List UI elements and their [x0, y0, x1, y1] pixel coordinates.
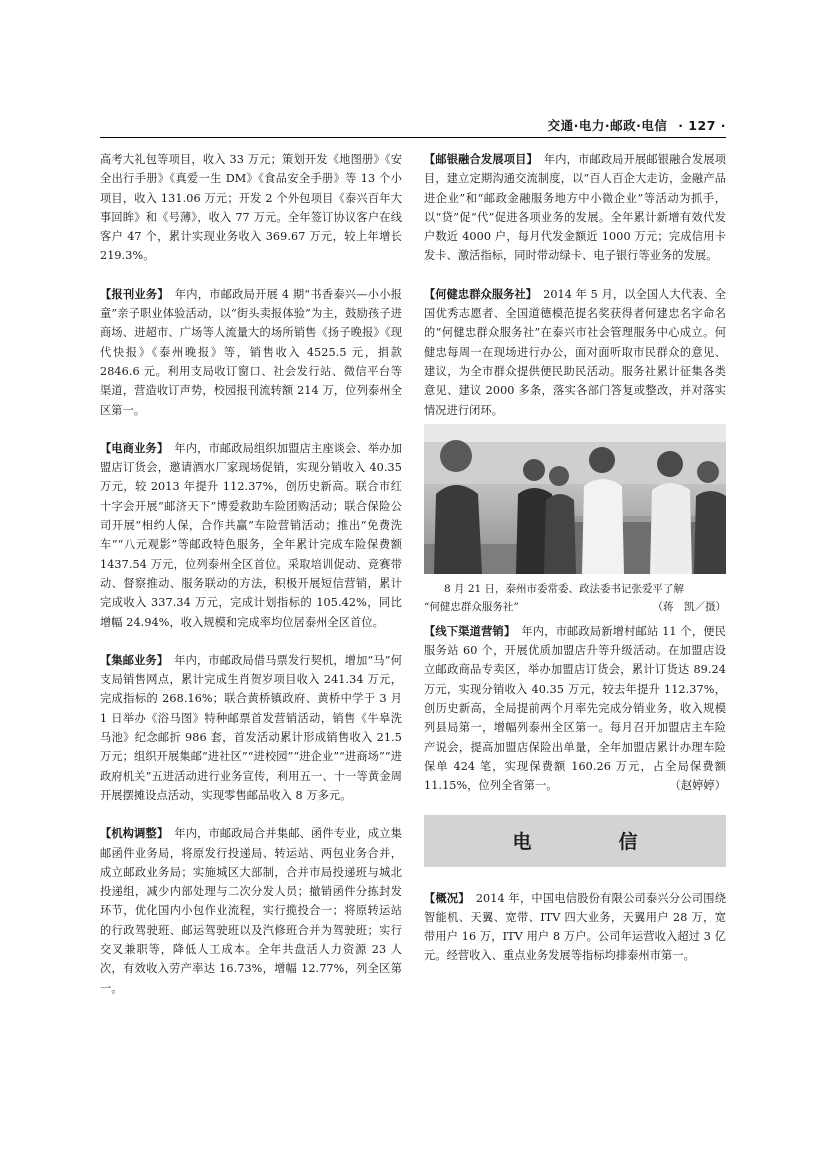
news-photo-illustration	[424, 424, 726, 574]
paragraph-offline-channel	[424, 622, 726, 796]
paragraph-service-society	[424, 285, 726, 420]
left-column	[100, 150, 402, 1017]
paragraph-label: 【何健忠群众服务社】	[424, 287, 538, 301]
paragraph-philately-business	[100, 651, 402, 805]
news-photo	[424, 424, 726, 574]
paragraph-ecommerce-business	[100, 439, 402, 632]
header-section: 交通·电力·邮政·电信	[547, 118, 668, 133]
caption-line: 8 月 21 日，泰州市委常委、政法委书记张爱平了解	[444, 582, 685, 595]
paragraph-text: 年内，市邮政局新增村邮站 11 个，便民服务站 60 个，开展优质加盟店升等升级活动。在加盟店设立邮政商品专卖区，举办加盟店订货会，累计订货达 89.24 万元，实现分销收入 40.35 万元，较去年提升 112.37%，创历史新高，全局提前两个月率先完成分销业务，收入规模列县局第一，增幅列泰州全区第一。每月召开加盟店主车险产说会，提高加盟店保险出单量，全年加盟店累计办理车险保单 424 笔，实现保费额 160.26 万元，占全局保费额 11.15%，位列全省第一。	[424, 624, 726, 793]
paragraph-label: 【邮银融合发展项目】	[424, 153, 538, 166]
running-header	[100, 110, 726, 138]
header-rule	[100, 137, 726, 138]
paragraph-text: 年内，市邮政局组织加盟店主座谈会、举办加盟店订货会，邀请酒水厂家现场促销，实现分销收入 40.35 万元，较 2013 年提升 112.37%，创历史新高。联合市红十字会开展“邮济天下”博爱救助车险团购活动；联合保险公司开展“相约人保，合作共赢”车险营销活动；推出“免费洗车”“八元观影”等邮政特色服务，全年累计完成车险保费额 1437.54 万元，位列泰州全区首位。采取培训促动、竞赛带动、督察推动、服务联动的方法，积极开展短信营销，累计完成收入 337.34 万元，完成计划指标的 105.42%，同比增幅 24.94%，收入规模和完成率均位居泰州全区首位。	[100, 441, 402, 629]
photo-credit: （蒋 凯／摄）	[652, 600, 726, 613]
paragraph-text: 高考大礼包等项目，收入 33 万元；策划开发《地图册》《安全出行手册》《真爱一生 DM》《食品安全手册》等 13 个小项目，收入 131.06 万元；开发 2 个外包项目《泰兴百年大事回眸》和《号薄》，收入 77 万元。全年签订协议客户在线客户 47 个，累计实现业务收入 369.67 万元，较上年增长 219.3%。	[100, 153, 402, 263]
paragraph-postal-bank-project	[424, 150, 726, 266]
paragraph-text: 年内，市邮政局开展邮银融合发展项目，建立定期沟通交流制度，以“百人百企大走访，金融产品进企业”和“邮政金融服务地方中小微企业”等活动为抓手，以“贷”促“代”促进各项业务的发展。全年累计新增有效代发户数近 4000 户，每月代发金额近 1000 万元；完成信用卡发卡、激活指标，同时带动绿卡、电子银行等业务的发展。	[424, 153, 726, 263]
paragraph-overview	[424, 889, 726, 966]
section-heading-telecom	[424, 815, 726, 867]
paragraph-newspaper-business	[100, 285, 402, 420]
photo-caption	[424, 580, 726, 616]
paragraph-text: 2014 年 5 月，以全国人大代表、全国优秀志愿者、全国道德模范提名奖获得者何建忠名字命名的“何健忠群众服务社”在泰兴市社会管理服务中心成立。何健忠每周一在现场进行办公，面对面听取市民群众的意见、建议，为全市群众提供便民助民活动。服务社累计征集各类意见、建议 2000 多条，落实各部门答复或整改，并对落实情况进行闭环。	[424, 287, 726, 417]
paragraph-label: 【电商业务】	[100, 441, 169, 455]
paragraph-label: 【报刊业务】	[100, 287, 169, 301]
paragraph-label: 【机构调整】	[100, 827, 169, 841]
right-column	[424, 150, 726, 985]
running-header-title	[548, 116, 726, 134]
paragraph-text: 年内，市邮政局开展 4 期“书香泰兴—小小报童”亲子职业体验活动，以“街头卖报体验”为主，鼓励孩子进商场、进超市、广场等人流量大的场所销售《扬子晚报》《现代快报》《泰州晚报》等，销售收入 4525.5 元，捐款 2846.6 元。利用支局收订窗口、社会发行站、微信平台等渠道，营造收订声势，校园报刊流转额 214 万，位列泰州全区第一。	[100, 287, 402, 417]
caption-line: “何健忠群众服务社”	[424, 600, 519, 613]
section-title: 电 信	[512, 831, 672, 854]
author-credit: （赵婷婷）	[669, 779, 726, 793]
paragraph-label: 【概况】	[424, 891, 470, 905]
paragraph-label: 【线下渠道营销】	[424, 624, 516, 638]
paragraph-continuation	[100, 150, 402, 266]
paragraph-text: 年内，市邮政局借马票发行契机，增加“马”何支局销售网点，累计完成生肖贺岁项目收入 241.34 万元，完成指标的 268.16%；联合黄桥镇政府、黄桥中学于 3 月 1 日举办《浴马图》特种邮票首发营销活动，销售《牛皋洗马池》纪念邮折 986 套，首发活动累计形成销售收入 21.5 万元；组织开展集邮“进社区”“进校园”“进企业”“进商场”“进政府机关”五进活动进行业务宣传，利用五一、十一等黄金周开展摆摊设点活动，实现零售邮品收入 8 万多元。	[100, 653, 402, 802]
page-number: · 127 ·	[678, 118, 726, 133]
paragraph-text: 2014 年，中国电信股份有限公司泰兴分公司围绕智能机、天翼、宽带、ITV 四大业务，天翼用户 28 万，宽带用户 16 万，ITV 用户 8 万户。公司年运营收入超过 3 亿元。经营收入、重点业务发展等指标均排泰州市第一。	[424, 891, 726, 963]
paragraph-organization-adjustment	[100, 824, 402, 998]
paragraph-label: 【集邮业务】	[100, 653, 169, 667]
paragraph-text: 年内，市邮政局合并集邮、函件专业，成立集邮函件业务局，将原发行投递局、转运站、两包业务合并，成立邮政业务局；实施城区大部制，合并市局投递班与城北投递组，减少内部处理与二次分发人员；撤销函件分拣封发环节，优化国内小包作业流程，实行揽投合一；将原转运站的行政驾驶班、邮运驾驶班以及汽修班合并为驾驶班；实行交叉兼职等，降低人工成本。全年共盘活人力资源 23 人次，有效收入劳产率达 16.73%，增幅 12.77%，列全区第一。	[100, 827, 402, 995]
